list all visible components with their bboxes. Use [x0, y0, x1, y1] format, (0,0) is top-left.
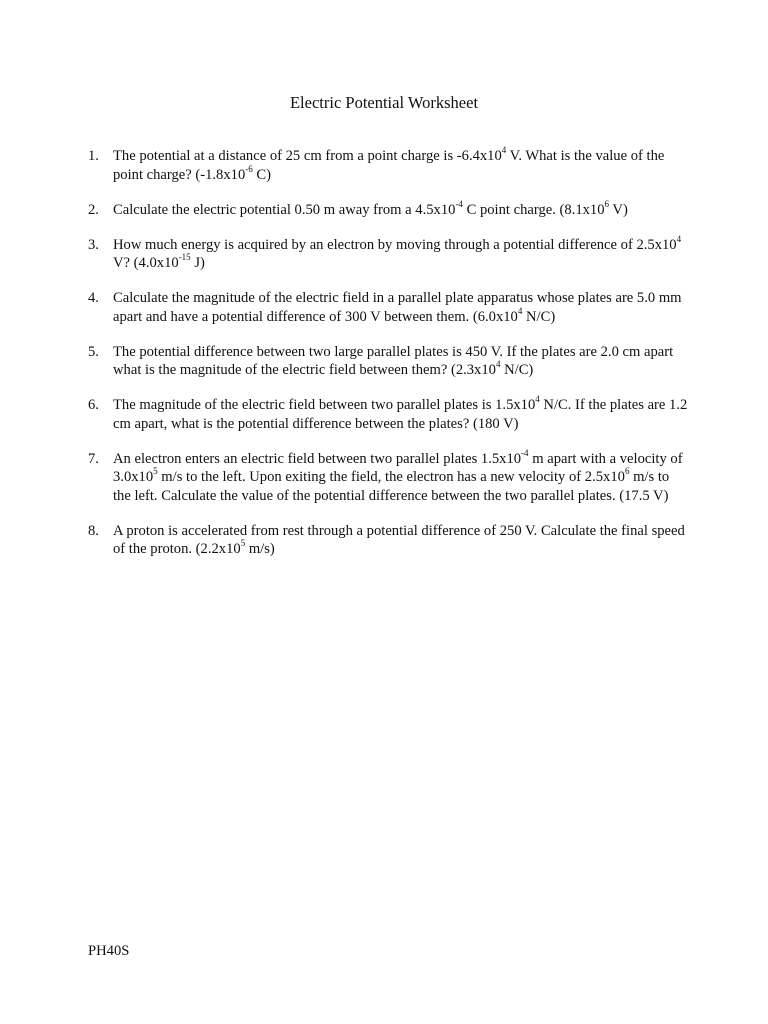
- question-text-segment: C): [252, 166, 271, 183]
- question-text-segment: m/s to the left. Calculate the value of the potential difference between the two parallel plates. (17.5 V): [113, 469, 670, 504]
- exponent: 4: [495, 359, 501, 370]
- exponent: 5: [153, 466, 158, 477]
- exponent: -6: [245, 163, 253, 174]
- question-text-segment: J): [190, 255, 205, 271]
- exponent: 6: [604, 198, 610, 209]
- question-number: 1.: [88, 148, 99, 164]
- exponent: 4: [501, 145, 507, 156]
- question-item: [88, 396, 688, 433]
- question-text-segment: m/s): [245, 541, 275, 557]
- question-text-segment: V? (4.0x10: [113, 255, 179, 271]
- question-number: 2.: [88, 201, 99, 218]
- exponent: 4: [517, 305, 523, 316]
- question-text-segment: N/C): [500, 362, 534, 378]
- question-number: 5.: [88, 343, 99, 360]
- question-text-segment: The potential at a distance of 25 cm from a point charge is -6.4x10: [113, 148, 502, 164]
- question-text-segment: How much energy is acquired by an electron by moving through a potential difference of 2.5x10: [113, 236, 677, 253]
- question-item: [88, 522, 688, 559]
- exponent: 6: [624, 466, 630, 477]
- question-text: [113, 344, 673, 379]
- course-code-footer: PH40S: [88, 943, 130, 959]
- exponent: -15: [178, 252, 191, 263]
- question-text-segment: Calculate the magnitude of the electric field in a parallel plate apparatus whose plates are 5.0 mm apart and have a potential difference of 300 V between them. (6.0x10: [113, 290, 682, 325]
- question-text-segment: N/C. If the plates are 1.2 cm apart, what is the potential difference between the plates? (180 V): [113, 397, 688, 432]
- question-text-segment: The potential difference between two large parallel plates is 450 V. If the plates are 2.0 cm apart what is the magnitude of the electric field between them? (2.3x10: [113, 343, 674, 378]
- exponent: -4: [455, 198, 463, 209]
- question-text-segment: A proton is accelerated from rest through a potential difference of 250 V. Calculate the final speed of the proton. (2.2x10: [113, 522, 685, 557]
- question-item: [88, 447, 688, 506]
- question-text-segment: m apart with a velocity of 3.0x10: [113, 450, 683, 485]
- exponent: -4: [521, 447, 529, 458]
- question-list: [88, 147, 688, 575]
- page-title: Electric Potential Worksheet: [289, 93, 479, 112]
- question-text: [113, 394, 688, 432]
- question-text: [113, 447, 683, 504]
- exponent: 5: [240, 538, 246, 549]
- question-text-segment: C point charge. (8.1x10: [462, 201, 605, 218]
- question-item: [88, 289, 688, 326]
- question-text: [113, 233, 682, 272]
- question-number: 4.: [88, 290, 99, 306]
- question-text-segment: N/C): [522, 308, 556, 325]
- question-item: [88, 233, 688, 273]
- question-number: 8.: [88, 522, 99, 539]
- question-text: [113, 290, 682, 325]
- question-item: [88, 343, 688, 380]
- question-text-segment: Calculate the electric potential 0.50 m away from a 4.5x10: [113, 201, 456, 218]
- exponent: 4: [676, 233, 682, 244]
- question-number: 3.: [88, 236, 99, 253]
- exponent: 4: [535, 394, 540, 405]
- question-number: 7.: [88, 450, 99, 467]
- question-item: [88, 147, 688, 184]
- question-text-segment: The magnitude of the electric field between two parallel plates is 1.5x10: [113, 397, 536, 413]
- question-text: [113, 523, 685, 558]
- question-text: [113, 198, 628, 218]
- question-text: [113, 145, 665, 183]
- question-text-segment: V): [609, 201, 628, 218]
- question-text-segment: V. What is the value of the point charge? (-1.8x10: [113, 148, 665, 183]
- question-item: [88, 198, 688, 220]
- question-number: 6.: [88, 397, 99, 413]
- question-text-segment: An electron enters an electric field between two parallel plates 1.5x10: [113, 450, 522, 467]
- question-text-segment: m/s to the left. Upon exiting the field, the electron has a new velocity of 2.5x10: [157, 469, 625, 485]
